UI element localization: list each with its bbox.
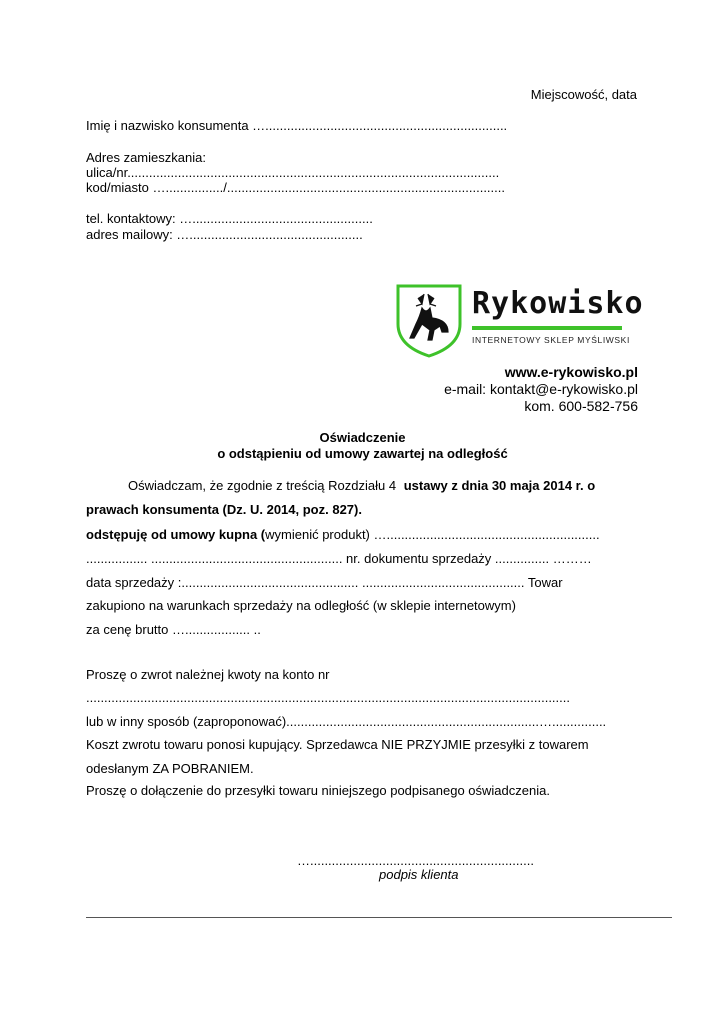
- contact-phone: kom. 600-582-756: [524, 398, 638, 414]
- body-p2-rest: wymienić produkt) …...........................................................: [265, 527, 600, 542]
- email-line: adres mailowy: …................................................: [86, 227, 363, 242]
- contact-email[interactable]: e-mail: kontakt@e-rykowisko.pl: [444, 381, 638, 397]
- consumer-name-line: Imię i nazwisko konsumenta …...................................................................: [86, 118, 508, 133]
- body-p2-bold: odstępuję od umowy kupna (: [86, 527, 266, 542]
- signature-dots: …..............................................................: [297, 853, 534, 868]
- body-p1-bold: ustawy z dnia 30 maja 2014 r. o: [403, 478, 596, 493]
- address-label: Adres zamieszkania:: [86, 150, 206, 165]
- body-p1-line2: prawach konsumenta (Dz. U. 2014, poz. 827).: [86, 502, 362, 517]
- body-line-5: zakupiono na warunkach sprzedaży na odległość (w sklepie internetowym): [86, 598, 516, 613]
- logo-accent-bar: [472, 326, 622, 330]
- deer-shield-icon: [392, 280, 467, 358]
- body-line-7: Proszę o zwrot należnej kwoty na konto nr: [86, 667, 330, 682]
- street-line: ulica/nr.......................................................................................................: [86, 165, 500, 180]
- place-date: Miejscowość, data: [530, 87, 637, 102]
- title-line2: o odstąpieniu od umowy zawartej na odległość: [217, 446, 508, 461]
- city-line: kod/miasto …................/.............................................................................: [86, 180, 505, 195]
- body-line-12: Proszę o dołączenie do przesyłki towaru niniejszego podpisanego oświadczenia.: [86, 783, 550, 798]
- shop-logo: [392, 280, 644, 360]
- body-line-9: lub w inny sposób (zaproponować)......................................................................…...............: [86, 714, 607, 729]
- body-paragraph-2: [86, 527, 600, 542]
- footer-divider: [86, 917, 672, 918]
- phone-line: tel. kontaktowy: …..................................................: [86, 211, 373, 226]
- website-link[interactable]: www.e-rykowisko.pl: [504, 364, 638, 380]
- body-line-11: odesłanym ZA POBRANIEM.: [86, 761, 254, 776]
- body-line-10: Koszt zwrotu towaru ponosi kupujący. Sprzedawca NIE PRZYJMIE przesyłki z towarem: [86, 737, 589, 752]
- title-line1: Oświadczenie: [319, 430, 406, 445]
- body-line-3: ................. ..................................................... nr. dokumentu sprzedaży ............... ………: [86, 551, 592, 566]
- body-paragraph-1: [128, 478, 595, 493]
- body-line-8: ......................................................................................................................................: [86, 690, 570, 705]
- logo-name: Rykowisko: [472, 286, 644, 321]
- body-line-6: za cenę brutto ….................. ..: [86, 622, 261, 637]
- signature-label: podpis klienta: [379, 867, 459, 882]
- logo-tagline: INTERNETOWY SKLEP MYŚLIWSKI: [472, 335, 630, 345]
- body-p1-start: Oświadczam, że zgodnie z treścią Rozdziału 4: [128, 478, 400, 493]
- body-line-4: data sprzedaży :................................................. ............................................. Towar: [86, 575, 563, 590]
